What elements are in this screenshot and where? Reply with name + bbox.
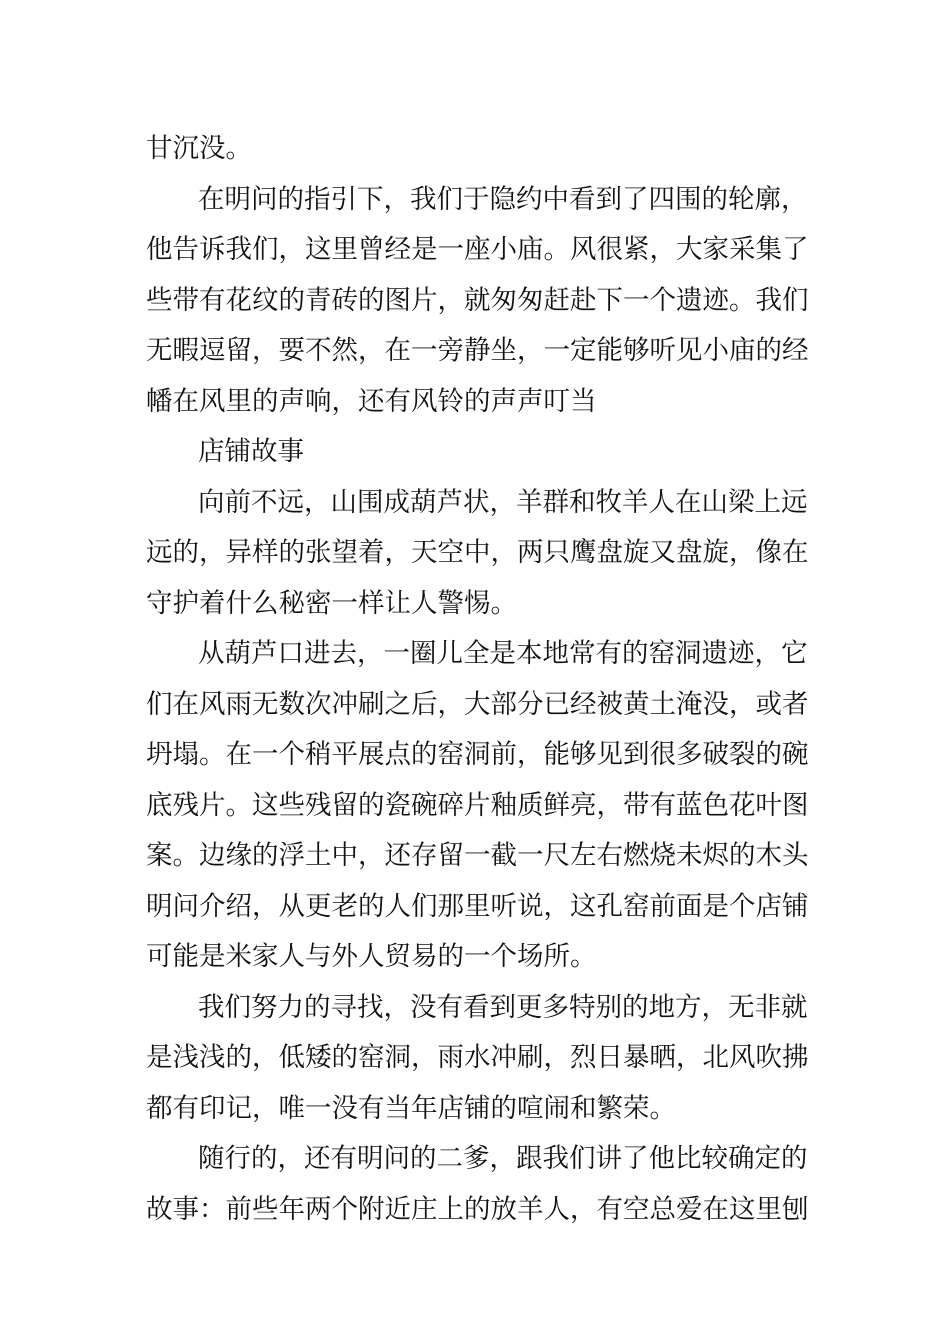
section-heading: 店铺故事 [198, 436, 304, 467]
text-line: 都有印记，唯一没有当年店铺的喧闹和繁荣。 [146, 1092, 676, 1124]
paragraph-first-line: 在明问的指引下，我们于隐约中看到了四围的轮廓， [198, 183, 808, 215]
text-line: 无暇逗留，要不然，在一旁静坐，一定能够听见小庙的经 [146, 335, 809, 366]
text-line: 可能是米家人与外人贸易的一个场所。 [146, 941, 597, 972]
text-line: 幡在风里的声响，还有风铃的声声叮当 [146, 385, 597, 417]
paragraph-first-line: 向前不远，山围成葫芦状，羊群和牧羊人在山梁上远 [198, 486, 808, 518]
text-line: 他告诉我们，这里曾经是一座小庙。风很紧，大家采集了 [146, 234, 809, 265]
paragraph-first-line: 我们努力的寻找，没有看到更多特别的地方，无非就 [198, 991, 808, 1023]
text-line: 是浅浅的，低矮的窑洞，雨水冲刷，烈日暴晒，北风吹拂 [146, 1042, 809, 1073]
text-line: 远的，异样的张望着，天空中，两只鹰盘旋又盘旋，像在 [146, 537, 809, 568]
body-text [146, 124, 809, 1235]
text-line: 坍塌。在一个稍平展点的窑洞前，能够见到很多破裂的碗 [146, 739, 809, 770]
text-line: 底残片。这些残留的瓷碗碎片釉质鲜亮，带有蓝色花叶图 [146, 789, 809, 821]
text-line: 案。边缘的浮土中，还存留一截一尺左右燃烧未烬的木头 [146, 840, 809, 871]
text-line: 故事：前些年两个附近庄上的放羊人，有空总爱在这里刨 [146, 1193, 809, 1225]
text-line: 明问介绍，从更老的人们那里听说，这孔窑前面是个店铺 [146, 890, 809, 922]
paragraph-first-line: 随行的，还有明问的二爹，跟我们讲了他比较确定的 [198, 1143, 808, 1174]
text-line: 些带有花纹的青砖的图片，就匆匆赶赴下一个遗迹。我们 [146, 284, 809, 316]
paragraph-first-line: 从葫芦口进去，一圈儿全是本地常有的窑洞遗迹，它 [198, 638, 808, 669]
text-line: 守护着什么秘密一样让人警惕。 [146, 587, 517, 619]
text-line: 们在风雨无数次冲刷之后，大部分已经被黄土淹没，或者 [146, 688, 809, 720]
text-line: 甘沉没。 [146, 133, 252, 164]
